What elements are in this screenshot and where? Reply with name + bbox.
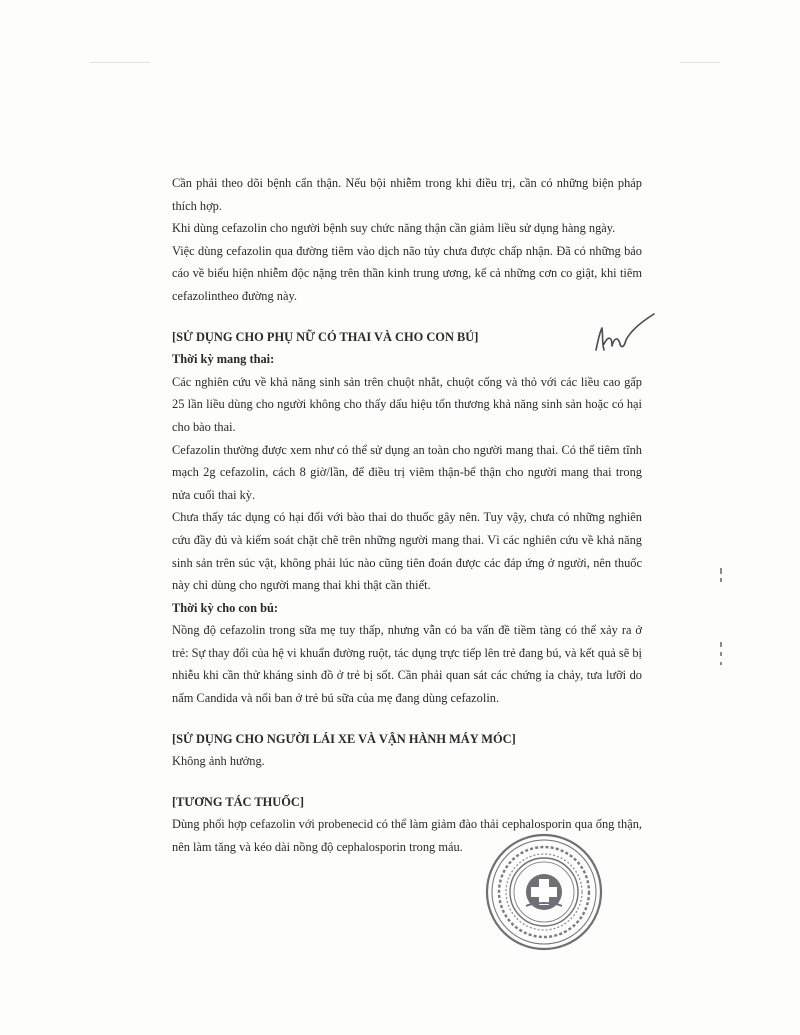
subheading-breastfeeding: Thời kỳ cho con bú:	[172, 600, 279, 615]
section-heading-interactions: [TƯƠNG TÁC THUỐC]	[172, 794, 304, 809]
document-body	[172, 172, 642, 859]
paragraph: Cefazolin thường được xem như có thể sử dụng an toàn cho người mang thai. Có thể tiêm tĩnh mạch 2g cefazolin, cách 8 giờ/lần, để điều trị viêm thận-bể thận cho người mang thai trong nửa cuối thai kỳ.	[172, 442, 642, 502]
cross-emblem-icon	[526, 874, 562, 910]
subheading-pregnancy: Thời kỳ mang thai:	[172, 352, 275, 367]
paragraph: Cần phải theo dõi bệnh cẩn thận. Nếu bội nhiễm trong khi điều trị, cần có những biện pháp thích hợp.	[172, 176, 642, 213]
signature-mark	[590, 310, 660, 358]
section-heading-driving: [SỬ DỤNG CHO NGƯỜI LÁI XE VÀ VẬN HÀNH MÁY MÓC]	[172, 731, 516, 746]
paragraph: Dùng phối hợp cefazolin với probenecid có thể làm giảm đào thải cephalosporin qua ống thận, nên làm tăng và kéo dài nồng độ cephalosporin trong máu.	[172, 817, 642, 855]
scan-artifact	[90, 62, 150, 63]
paragraph: Khi dùng cefazolin cho người bệnh suy chức năng thận cần giảm liều sử dụng hàng ngày.	[172, 221, 616, 236]
scan-artifact	[680, 62, 720, 63]
paragraph: Không ảnh hưởng.	[172, 754, 265, 769]
paragraph: Chưa thấy tác dụng có hại đối với bào thai do thuốc gây nên. Tuy vậy, chưa có những nghiên cứu đầy đủ và kiểm soát chặt chẽ trên những người mang thai. Vì các nghiên cứu về khả năng sinh sản trên súc vật, không phải lúc nào cũng tiên đoán được các đáp ứng ở người, nên thuốc này chỉ dùng cho người mang thai khi thật cần thiết.	[172, 510, 642, 593]
scan-artifact	[720, 652, 722, 656]
paragraph: Nồng độ cefazolin trong sữa mẹ tuy thấp, nhưng vẫn có ba vấn đề tiềm tàng có thể xảy ra ở trẻ: Sự thay đổi của hệ vi khuẩn đường ruột, tác dụng trực tiếp lên trẻ đang bú, và kết quả sẽ bị nhiễu khi cần thử kháng sinh đồ ở trẻ bị sốt. Cần phải quan sát các chứng ỉa chảy, tưa lưỡi do nấm Candida và nổi ban ở trẻ bú sữa của mẹ đang dùng cefazolin.	[172, 623, 642, 706]
scan-artifact	[720, 642, 722, 647]
paragraph: Các nghiên cứu về khả năng sinh sản trên chuột nhắt, chuột cống và thỏ với các liều cao gấp 25 lần liều dùng cho người không cho thấy dấu hiệu tổn thương khả năng sinh sản hoặc có hại cho bào thai.	[172, 374, 642, 434]
company-stamp	[484, 832, 604, 952]
paragraph: Việc dùng cefazolin qua đường tiêm vào dịch não tủy chưa được chấp nhận. Đã có những báo cáo về biểu hiện nhiễm độc nặng trên thần kinh trung ương, kể cả những cơn co giật, khi tiêm cefazolintheo đường này.	[172, 243, 642, 303]
scan-artifact	[720, 662, 722, 665]
scan-artifact	[720, 568, 722, 574]
scan-artifact	[720, 578, 722, 582]
section-heading-pregnancy: [SỬ DỤNG CHO PHỤ NỮ CÓ THAI VÀ CHO CON BÚ]	[172, 329, 479, 344]
